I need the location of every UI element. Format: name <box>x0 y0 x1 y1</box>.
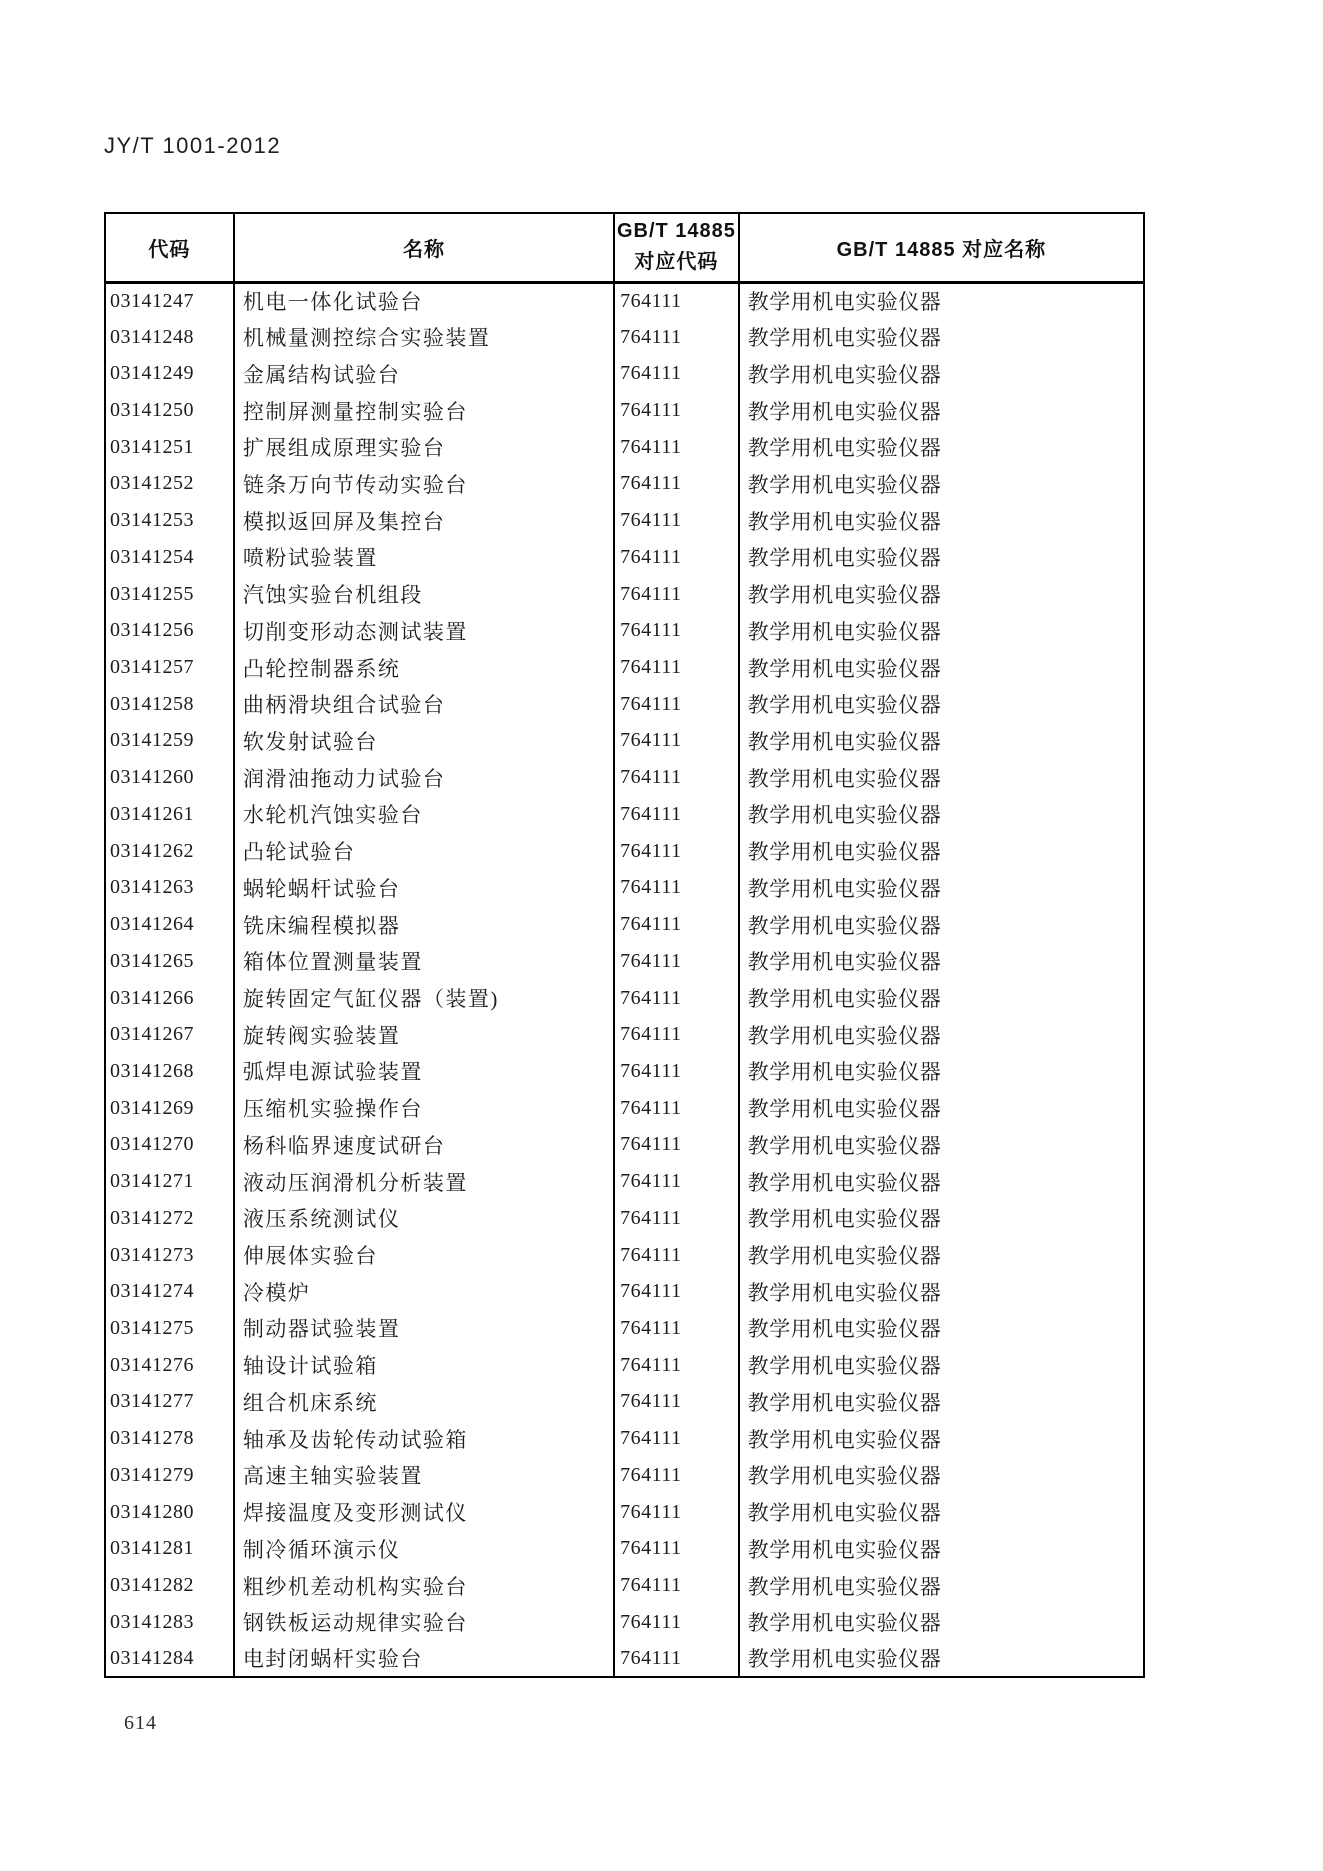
cell-gbname: 教学用机电实验仪器 <box>739 686 1144 723</box>
table-row <box>105 1530 1144 1567</box>
table-row <box>105 1127 1144 1164</box>
cell-gbname: 教学用机电实验仪器 <box>739 355 1144 392</box>
cell-gbname: 教学用机电实验仪器 <box>739 1384 1144 1421</box>
cell-gbname: 教学用机电实验仪器 <box>739 833 1144 870</box>
column-header-gb-name-label: GB/T 14885 对应名称 <box>836 238 1047 261</box>
cell-gbname: 教学用机电实验仪器 <box>739 1530 1144 1567</box>
cell-name: 轴承及齿轮传动试验箱 <box>234 1420 614 1457</box>
cell-name: 焊接温度及变形测试仪 <box>234 1494 614 1531</box>
cell-gbcode: 764111 <box>614 1384 739 1421</box>
cell-name: 喷粉试验装置 <box>234 539 614 576</box>
cell-gbname: 教学用机电实验仪器 <box>739 943 1144 980</box>
cell-code: 03141280 <box>110 1500 194 1523</box>
cell-gbcode: 764111 <box>614 612 739 649</box>
cell-gbname: 教学用机电实验仪器 <box>739 1457 1144 1494</box>
table-row <box>105 649 1144 686</box>
cell-code: 03141275 <box>110 1316 194 1339</box>
cell-gbcode: 764111 <box>614 392 739 429</box>
cell-code: 03141273 <box>110 1243 194 1266</box>
cell-gbcode: 764111 <box>614 686 739 723</box>
cell-code: 03141256 <box>110 619 194 642</box>
cell-gbname: 教学用机电实验仪器 <box>739 612 1144 649</box>
cell-gbcode: 764111 <box>614 1310 739 1347</box>
cell-gbname: 教学用机电实验仪器 <box>739 1016 1144 1053</box>
cell-gbname: 教学用机电实验仪器 <box>739 466 1144 503</box>
cell-code: 03141264 <box>110 913 194 936</box>
table-row <box>105 502 1144 539</box>
cell-gbname: 教学用机电实验仪器 <box>739 1127 1144 1164</box>
table-body <box>105 282 1144 1677</box>
cell-name: 伸展体实验台 <box>234 1237 614 1274</box>
cell-gbname: 教学用机电实验仪器 <box>739 1310 1144 1347</box>
column-header-gb-name <box>739 213 1144 282</box>
table-row <box>105 1273 1144 1310</box>
cell-gbcode: 764111 <box>614 1641 739 1678</box>
cell-gbname: 教学用机电实验仪器 <box>739 1347 1144 1384</box>
cell-code: 03141252 <box>110 472 194 495</box>
cell-code: 03141271 <box>110 1170 194 1193</box>
cell-code: 03141279 <box>110 1463 194 1486</box>
cell-gbcode: 764111 <box>614 1273 739 1310</box>
cell-name: 曲柄滑块组合试验台 <box>234 686 614 723</box>
cell-gbcode: 764111 <box>614 833 739 870</box>
table-row <box>105 833 1144 870</box>
cell-gbcode: 764111 <box>614 980 739 1017</box>
cell-code: 03141270 <box>110 1133 194 1156</box>
cell-code: 03141276 <box>110 1353 194 1376</box>
cell-name: 粗纱机差动机构实验台 <box>234 1567 614 1604</box>
cell-code: 03141253 <box>110 509 194 532</box>
cell-gbname: 教学用机电实验仪器 <box>739 1237 1144 1274</box>
table-row <box>105 1457 1144 1494</box>
cell-gbname: 教学用机电实验仪器 <box>739 1641 1144 1678</box>
table-row <box>105 576 1144 613</box>
cell-code: 03141251 <box>110 435 194 458</box>
cell-gbcode: 764111 <box>614 1347 739 1384</box>
cell-gbcode: 764111 <box>614 1604 739 1641</box>
cell-gbname: 教学用机电实验仪器 <box>739 1163 1144 1200</box>
cell-name: 箱体位置测量装置 <box>234 943 614 980</box>
table-row <box>105 796 1144 833</box>
table-row <box>105 429 1144 466</box>
cell-code: 03141267 <box>110 1023 194 1046</box>
cell-name: 机械量测控综合实验装置 <box>234 319 614 356</box>
table-row <box>105 1641 1144 1678</box>
cell-name: 旋转固定气缸仪器（装置) <box>234 980 614 1017</box>
cell-name: 润滑油拖动力试验台 <box>234 759 614 796</box>
cell-gbcode: 764111 <box>614 1163 739 1200</box>
table-row <box>105 906 1144 943</box>
cell-code: 03141268 <box>110 1059 194 1082</box>
page-number: 614 <box>124 1712 157 1734</box>
cell-code: 03141269 <box>110 1096 194 1119</box>
cell-gbcode: 764111 <box>614 1200 739 1237</box>
cell-code: 03141281 <box>110 1537 194 1560</box>
cell-gbcode: 764111 <box>614 1090 739 1127</box>
table-row <box>105 1494 1144 1531</box>
table-row <box>105 1420 1144 1457</box>
table-row <box>105 686 1144 723</box>
cell-gbcode: 764111 <box>614 906 739 943</box>
cell-code: 03141283 <box>110 1610 194 1633</box>
table-row <box>105 1163 1144 1200</box>
cell-gbcode: 764111 <box>614 649 739 686</box>
cell-gbcode: 764111 <box>614 282 739 319</box>
cell-gbname: 教学用机电实验仪器 <box>739 539 1144 576</box>
table-row <box>105 539 1144 576</box>
cell-code: 03141265 <box>110 949 194 972</box>
cell-gbcode: 764111 <box>614 576 739 613</box>
cell-name: 切削变形动态测试装置 <box>234 612 614 649</box>
cell-code: 03141254 <box>110 545 194 568</box>
cell-code: 03141266 <box>110 986 194 1009</box>
table-row <box>105 943 1144 980</box>
cell-gbname: 教学用机电实验仪器 <box>739 1494 1144 1531</box>
table-row <box>105 282 1144 319</box>
cell-gbcode: 764111 <box>614 943 739 980</box>
cell-code: 03141261 <box>110 802 194 825</box>
column-header-gb-code-line1: GB/T 14885 <box>616 220 736 243</box>
cell-code: 03141249 <box>110 362 194 385</box>
cell-gbname: 教学用机电实验仪器 <box>739 796 1144 833</box>
cell-name: 杨科临界速度试研台 <box>234 1127 614 1164</box>
table-row <box>105 1384 1144 1421</box>
cell-gbname: 教学用机电实验仪器 <box>739 576 1144 613</box>
table-header <box>105 213 1144 282</box>
cell-gbname: 教学用机电实验仪器 <box>739 759 1144 796</box>
cell-gbname: 教学用机电实验仪器 <box>739 723 1144 760</box>
column-header-code-label: 代码 <box>148 238 191 261</box>
cell-gbname: 教学用机电实验仪器 <box>739 1604 1144 1641</box>
cell-gbcode: 764111 <box>614 1494 739 1531</box>
cell-name: 蜗轮蜗杆试验台 <box>234 870 614 907</box>
table-row <box>105 392 1144 429</box>
cell-gbname: 教学用机电实验仪器 <box>739 429 1144 466</box>
cell-name: 电封闭蜗杆实验台 <box>234 1641 614 1678</box>
cell-name: 弧焊电源试验装置 <box>234 1053 614 1090</box>
table-row <box>105 355 1144 392</box>
table-row <box>105 1237 1144 1274</box>
cell-gbname: 教学用机电实验仪器 <box>739 649 1144 686</box>
table-row <box>105 466 1144 503</box>
cell-gbcode: 764111 <box>614 1053 739 1090</box>
cell-code: 03141250 <box>110 399 194 422</box>
doc-number: JY/T 1001-2012 <box>104 133 282 158</box>
cell-gbname: 教学用机电实验仪器 <box>739 906 1144 943</box>
table-row <box>105 1090 1144 1127</box>
table-row <box>105 319 1144 356</box>
cell-name: 铣床编程模拟器 <box>234 906 614 943</box>
cell-code: 03141263 <box>110 876 194 899</box>
column-header-gb-code-line2: 对应代码 <box>634 251 719 274</box>
cell-code: 03141274 <box>110 1280 194 1303</box>
cell-code: 03141257 <box>110 656 194 679</box>
cell-name: 汽蚀实验台机组段 <box>234 576 614 613</box>
cell-name: 机电一体化试验台 <box>234 282 614 319</box>
cell-name: 冷模炉 <box>234 1273 614 1310</box>
table-row <box>105 612 1144 649</box>
cell-gbname: 教学用机电实验仪器 <box>739 1090 1144 1127</box>
cell-gbcode: 764111 <box>614 1567 739 1604</box>
cell-gbname: 教学用机电实验仪器 <box>739 1420 1144 1457</box>
cell-gbcode: 764111 <box>614 870 739 907</box>
cell-name: 控制屏测量控制实验台 <box>234 392 614 429</box>
cell-gbname: 教学用机电实验仪器 <box>739 870 1144 907</box>
cell-name: 凸轮试验台 <box>234 833 614 870</box>
cell-name: 组合机床系统 <box>234 1384 614 1421</box>
table-row <box>105 870 1144 907</box>
cell-gbcode: 764111 <box>614 429 739 466</box>
cell-gbcode: 764111 <box>614 1457 739 1494</box>
cell-gbcode: 764111 <box>614 355 739 392</box>
cell-name: 金属结构试验台 <box>234 355 614 392</box>
column-header-name-label: 名称 <box>402 238 445 261</box>
cell-name: 旋转阀实验装置 <box>234 1016 614 1053</box>
table-row <box>105 759 1144 796</box>
cell-code: 03141259 <box>110 729 194 752</box>
table-row <box>105 1347 1144 1384</box>
cell-name: 软发射试验台 <box>234 723 614 760</box>
cell-gbcode: 764111 <box>614 1127 739 1164</box>
cell-gbname: 教学用机电实验仪器 <box>739 502 1144 539</box>
table-header-row <box>105 213 1144 282</box>
cell-gbcode: 764111 <box>614 759 739 796</box>
table-row <box>105 723 1144 760</box>
column-header-gb-code <box>614 213 739 282</box>
cell-name: 链条万向节传动实验台 <box>234 466 614 503</box>
cell-gbname: 教学用机电实验仪器 <box>739 392 1144 429</box>
cell-gbname: 教学用机电实验仪器 <box>739 1053 1144 1090</box>
cell-code: 03141277 <box>110 1390 194 1413</box>
table-row <box>105 1310 1144 1347</box>
cell-gbcode: 764111 <box>614 796 739 833</box>
table-row <box>105 1053 1144 1090</box>
cell-code: 03141255 <box>110 582 194 605</box>
cell-name: 扩展组成原理实验台 <box>234 429 614 466</box>
cell-gbcode: 764111 <box>614 1530 739 1567</box>
table-row <box>105 1200 1144 1237</box>
cell-gbcode: 764111 <box>614 723 739 760</box>
cell-code: 03141258 <box>110 692 194 715</box>
cell-name: 液动压润滑机分析装置 <box>234 1163 614 1200</box>
cell-name: 轴设计试验箱 <box>234 1347 614 1384</box>
column-header-code <box>105 213 234 282</box>
cell-gbcode: 764111 <box>614 466 739 503</box>
cell-gbcode: 764111 <box>614 502 739 539</box>
cell-gbname: 教学用机电实验仪器 <box>739 282 1144 319</box>
cell-name: 凸轮控制器系统 <box>234 649 614 686</box>
cell-name: 压缩机实验操作台 <box>234 1090 614 1127</box>
cell-gbcode: 764111 <box>614 1016 739 1053</box>
cell-code: 03141248 <box>110 325 194 348</box>
cell-name: 高速主轴实验装置 <box>234 1457 614 1494</box>
cell-name: 制冷循环演示仪 <box>234 1530 614 1567</box>
table-row <box>105 1567 1144 1604</box>
cell-code: 03141278 <box>110 1427 194 1450</box>
code-mapping-table <box>104 212 1145 1678</box>
cell-name: 模拟返回屏及集控台 <box>234 502 614 539</box>
cell-code: 03141260 <box>110 766 194 789</box>
cell-gbname: 教学用机电实验仪器 <box>739 1567 1144 1604</box>
cell-gbname: 教学用机电实验仪器 <box>739 1200 1144 1237</box>
cell-gbname: 教学用机电实验仪器 <box>739 980 1144 1017</box>
column-header-name <box>234 213 614 282</box>
cell-gbcode: 764111 <box>614 1237 739 1274</box>
cell-code: 03141282 <box>110 1574 194 1597</box>
cell-gbcode: 764111 <box>614 539 739 576</box>
cell-code: 03141262 <box>110 839 194 862</box>
cell-name: 水轮机汽蚀实验台 <box>234 796 614 833</box>
cell-code: 03141284 <box>110 1646 194 1669</box>
cell-name: 制动器试验装置 <box>234 1310 614 1347</box>
table-row <box>105 1604 1144 1641</box>
cell-name: 液压系统测试仪 <box>234 1200 614 1237</box>
cell-name: 钢铁板运动规律实验台 <box>234 1604 614 1641</box>
cell-code: 03141247 <box>110 289 194 312</box>
cell-code: 03141272 <box>110 1206 194 1229</box>
cell-gbcode: 764111 <box>614 1420 739 1457</box>
cell-gbname: 教学用机电实验仪器 <box>739 319 1144 356</box>
table-row <box>105 1016 1144 1053</box>
table-row <box>105 980 1144 1017</box>
cell-gbname: 教学用机电实验仪器 <box>739 1273 1144 1310</box>
cell-gbcode: 764111 <box>614 319 739 356</box>
